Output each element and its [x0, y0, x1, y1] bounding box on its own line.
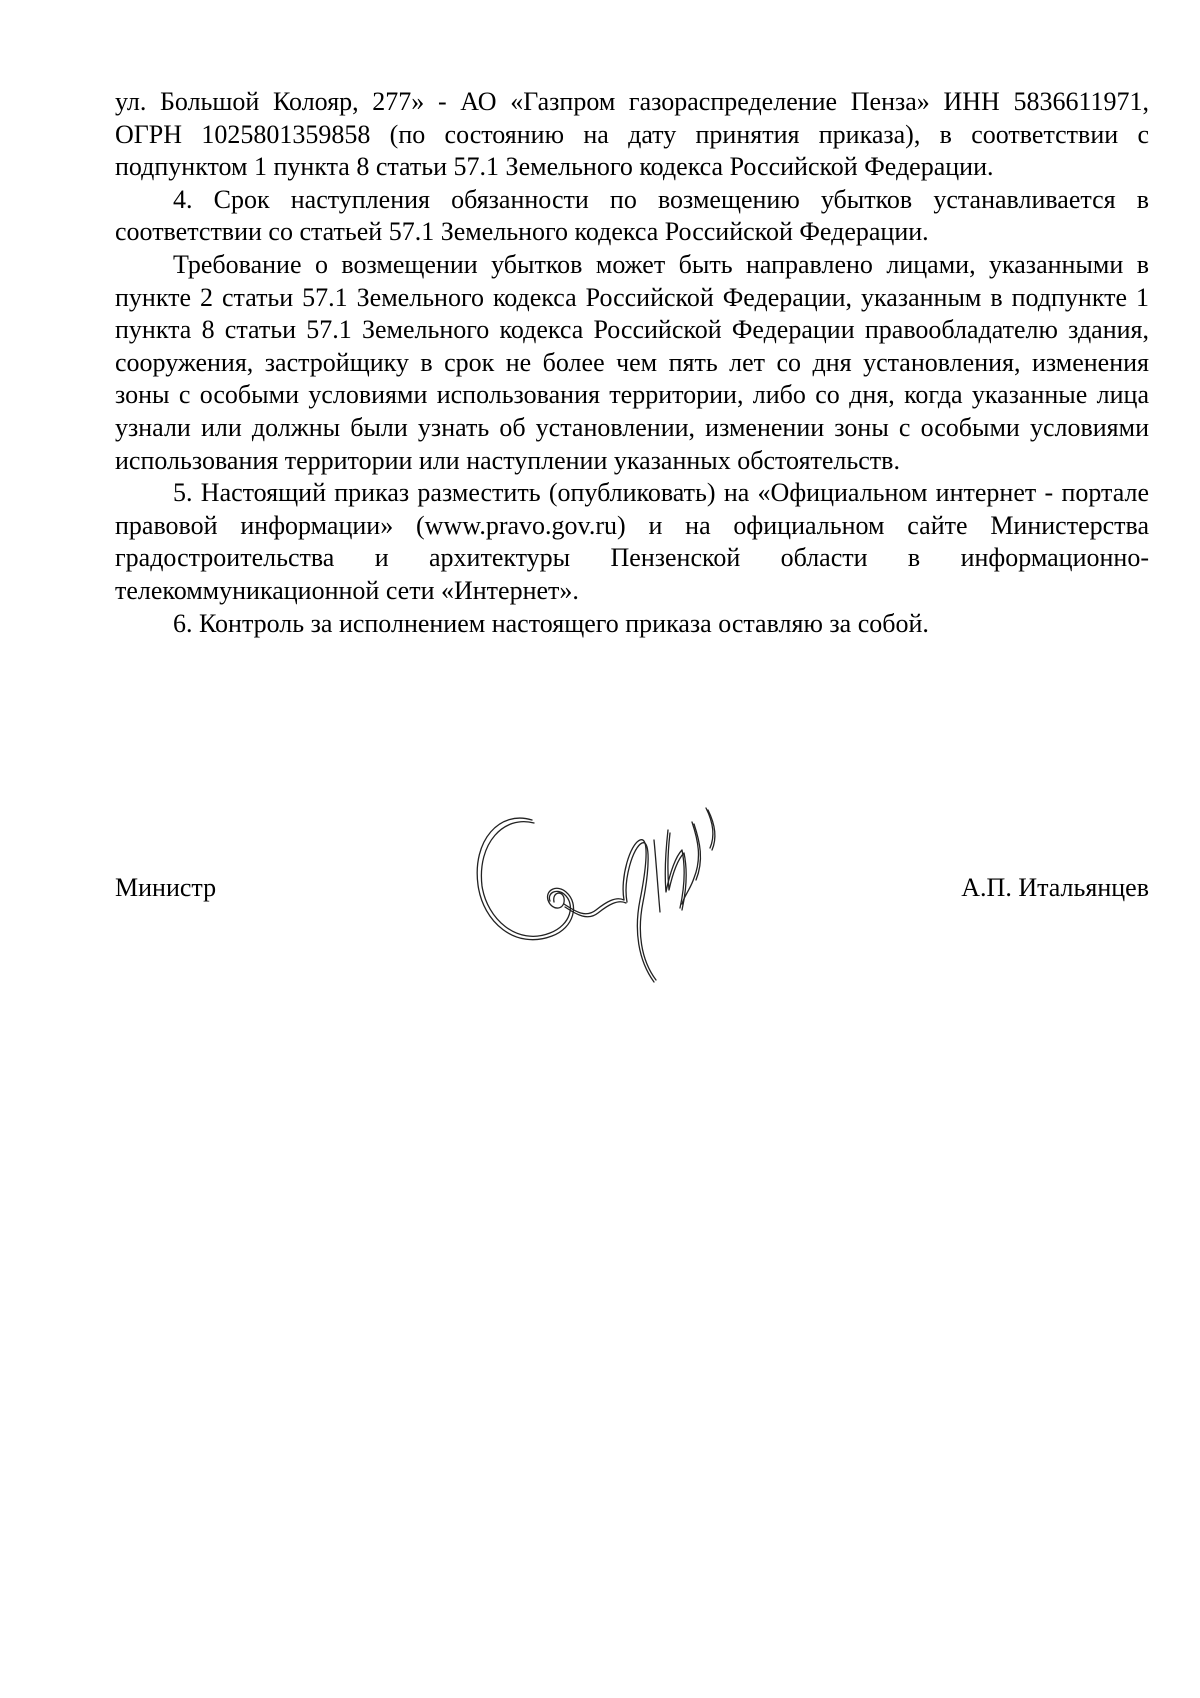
paragraph-item-4: 4. Срок наступления обязанности по возмещению убытков устанавливается в соответствии со статьей 57.1 Земельного кодекса Российской Федерации.: [115, 184, 1149, 247]
paragraph-compensation-claim: Требование о возмещении убытков может быть направлено лицами, указанными в пункте 2 статьи 57.1 Земельного кодекса Российской Федерации, указанным в подпункте 1 пункта 8 статьи 57.1 Земельного кодекса Российской Федерации правообладателю здания, сооружения, застройщику в срок не более чем пять лет со дня установления, изменения зоны с особыми условиями использования территории, либо со дня, когда указанные лица узнали или должны были узнать об установлении, изменении зоны с особыми условиями использования территории или наступлении указанных обстоятельств.: [115, 249, 1149, 475]
paragraph-address-continuation: ул. Большой Колояр, 277» - АО «Газпром газораспределение Пенза» ИНН 5836611971, ОГРН 1025801359858 (по состоянию на дату принятия приказа), в соответствии с подпунктом 1 пункта 8 статьи 57.1 Земельного кодекса Российской Федерации.: [115, 87, 1149, 182]
paragraph-item-5: 5. Настоящий приказ разместить (опубликовать) на «Официальном интернет - портале правовой информации» (www.pravo.gov.ru) и на официальном сайте Министерства градостроительства и архитектуры Пензенской области в информационно-телекоммуникационной сети «Интернет».: [115, 478, 1149, 605]
handwritten-signature-icon: [470, 800, 740, 985]
signatory-name: А.П. Итальянцев: [961, 873, 1149, 902]
signatory-position: Министр: [115, 873, 217, 902]
document-body: [115, 86, 1149, 640]
paragraph-item-6: 6. Контроль за исполнением настоящего приказа оставляю за собой.: [173, 608, 929, 638]
